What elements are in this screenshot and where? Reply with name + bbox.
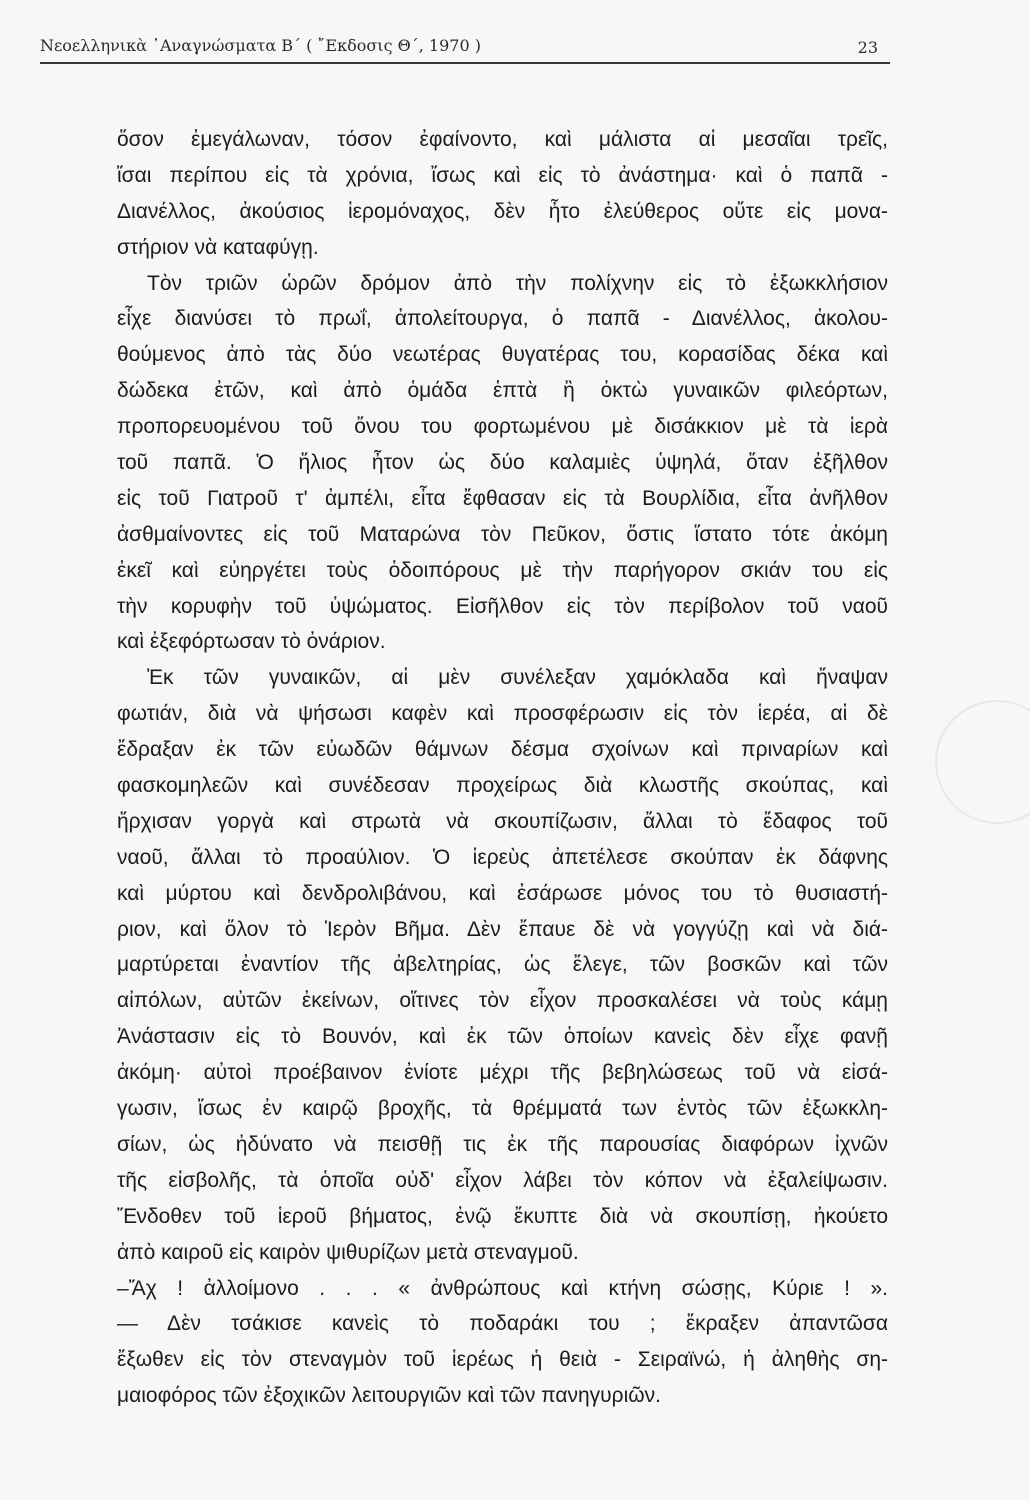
text-line: ἀκόμη· αὐτοὶ προέβαινον ἐνίοτε μέχρι τῆς βεβηλώσεως τοῦ νὰ εἰσά-	[117, 1061, 888, 1085]
text-line: μαρτύρεται ἐναντίον τῆς ἀβελτηρίας, ὡς ἔλεγε, τῶν βοσκῶν καὶ τῶν	[117, 953, 888, 977]
text-line: Τὸν τριῶν ὡρῶν δρόμον ἀπὸ τὴν πολίχνην εἰς τὸ ἐξωκκλήσιον	[147, 271, 888, 295]
text-line: Ἔνδοθεν τοῦ ἱεροῦ βήματος, ἐνῷ ἔκυπτε διὰ νὰ σκουπίσῃ, ἠκούετο	[117, 1204, 888, 1228]
library-stamp	[935, 700, 1030, 824]
text-line: τὴν κορυφὴν τοῦ ὑψώματος. Εἰσῆλθον εἰς τὸν περίβολον τοῦ ναοῦ	[117, 594, 888, 618]
text-line: ἐκεῖ καὶ εὐηργέτει τοὺς ὁδοιπόρους μὲ τὴν παρήγορον σκιάν του εἰς	[117, 558, 888, 582]
running-header	[40, 30, 890, 60]
text-line: προπορευομένου τοῦ ὄνου του φορτωμένου μὲ δισάκκιον μὲ τὰ ἱερὰ	[117, 415, 888, 439]
text-line: ἤρχισαν γοργὰ καὶ στρωτὰ νὰ σκουπίζωσιν, ἄλλαι τὸ ἔδαφος τοῦ	[117, 809, 888, 833]
text-line: ἀπὸ καιροῦ εἰς καιρὸν ψιθυρίζων μετὰ στεναγμοῦ.	[117, 1240, 579, 1264]
text-line: τοῦ παπᾶ. Ὁ ἥλιος ἦτον ὡς δύο καλαμιὲς ὑψηλά, ὅταν ἐξῆλθον	[117, 451, 888, 475]
text-line: Ἀνάστασιν εἰς τὸ Βουνόν, καὶ ἐκ τῶν ὁποίων κανεὶς δὲν εἶχε φανῇ	[117, 1025, 888, 1049]
body-text	[117, 122, 888, 1414]
text-line: τῆς εἰσβολῆς, τὰ ὁποῖα οὐδ' εἶχον λάβει τὸν κόπον νὰ ἐξαλείψωσιν.	[117, 1168, 888, 1192]
running-title: Νεοελληνικὰ ᾿Αναγνώσματα Β΄ ( ῎Εκδοσις Θ΄, 1970 )	[40, 36, 481, 55]
text-line: καὶ ἐξεφόρτωσαν τὸ ὀνάριον.	[117, 630, 386, 654]
text-line: αἰπόλων, αὐτῶν ἐκείνων, οἵτινες τὸν εἶχον προσκαλέσει νὰ τοὺς κάμῃ	[117, 989, 888, 1013]
page-number: 23	[857, 38, 878, 57]
text-line: Ἐκ τῶν γυναικῶν, αἱ μὲν συνέλεξαν χαμόκλαδα καὶ ἤναψαν	[147, 666, 888, 690]
text-line: ἔξωθεν εἰς τὸν στεναγμὸν τοῦ ἱερέως ἡ θειὰ - Σειραϊνώ, ἡ ἀληθὴς ση-	[117, 1348, 888, 1372]
text-line: Διανέλλος, ἀκούσιος ἱερομόναχος, δὲν ἦτο ἐλεύθερος οὔτε εἰς μονα-	[117, 199, 888, 223]
text-line: καὶ μύρτου καὶ δενδρολιβάνου, καὶ ἐσάρωσε μόνος του τὸ θυσιαστή-	[117, 881, 888, 905]
header-rule	[40, 62, 890, 64]
text-line: μαιοφόρος τῶν ἐξοχικῶν λειτουργιῶν καὶ τῶν πανηγυριῶν.	[117, 1384, 662, 1408]
text-line: σίων, ὡς ἠδύνατο νὰ πεισθῇ τις ἐκ τῆς παρουσίας διαφόρων ἰχνῶν	[117, 1132, 888, 1156]
text-line: εἶχε διανύσει τὸ πρωΐ, ἀπολείτουργα, ὁ παπᾶ - Διανέλλος, ἀκολου-	[117, 307, 888, 331]
text-line: ἴσαι περίπου εἰς τὰ χρόνια, ἴσως καὶ εἰς τὸ ἀνάστημα· καὶ ὁ παπᾶ -	[117, 163, 888, 187]
text-line: φασκομηλεῶν καὶ συνέδεσαν προχείρως διὰ κλωστῆς σκούπας, καὶ	[117, 774, 888, 798]
text-line: εἰς τοῦ Γιατροῦ τ' ἀμπέλι, εἶτα ἔφθασαν εἰς τὰ Βουρλίδια, εἶτα ἀνῆλθον	[117, 486, 888, 510]
text-line: ναοῦ, ἄλλαι τὸ προαύλιον. Ὁ ἱερεὺς ἀπετέλεσε σκούπαν ἐκ δάφνης	[117, 845, 888, 869]
text-line: δώδεκα ἐτῶν, καὶ ἀπὸ ὁμάδα ἑπτὰ ἢ ὀκτὼ γυναικῶν φιλεόρτων,	[117, 379, 888, 403]
text-line: ἔδραξαν ἐκ τῶν εὐωδῶν θάμνων δέσμα σχοίνων καὶ πριναρίων καὶ	[117, 738, 888, 762]
text-line: ριον, καὶ ὅλον τὸ Ἱερὸν Βῆμα. Δὲν ἔπαυε δὲ νὰ γογγύζῃ καὶ νὰ διά-	[117, 917, 888, 941]
text-line: θούμενος ἀπὸ τὰς δύο νεωτέρας θυγατέρας του, κορασίδας δέκα καὶ	[117, 343, 888, 367]
text-line: — Δὲν τσάκισε κανεὶς τὸ ποδαράκι του ; ἔκραξεν ἀπαντῶσα	[117, 1312, 888, 1336]
text-line: –Ἄχ ! ἀλλοίμονο . . . « ἀνθρώπους καὶ κτήνη σώσῃς, Κύριε ! ».	[117, 1276, 888, 1300]
text-line: στήριον νὰ καταφύγῃ.	[117, 235, 319, 259]
text-line: φωτιάν, διὰ νὰ ψήσωσι καφὲν καὶ προσφέρωσιν εἰς τὸν ἱερέα, αἱ δὲ	[117, 702, 888, 726]
text-line: ἀσθμαίνοντες εἰς τοῦ Ματαρώνα τὸν Πεῦκον, ὅστις ἵστατο τότε ἀκόμη	[117, 522, 888, 546]
text-line: γωσιν, ἴσως ἐν καιρῷ βροχῆς, τὰ θρέμματά των ἐντὸς τῶν ἐξωκκλη-	[117, 1097, 888, 1121]
text-line: ὅσον ἐμεγάλωναν, τόσον ἐφαίνοντο, καὶ μάλιστα αἱ μεσαῖαι τρεῖς,	[117, 128, 888, 151]
